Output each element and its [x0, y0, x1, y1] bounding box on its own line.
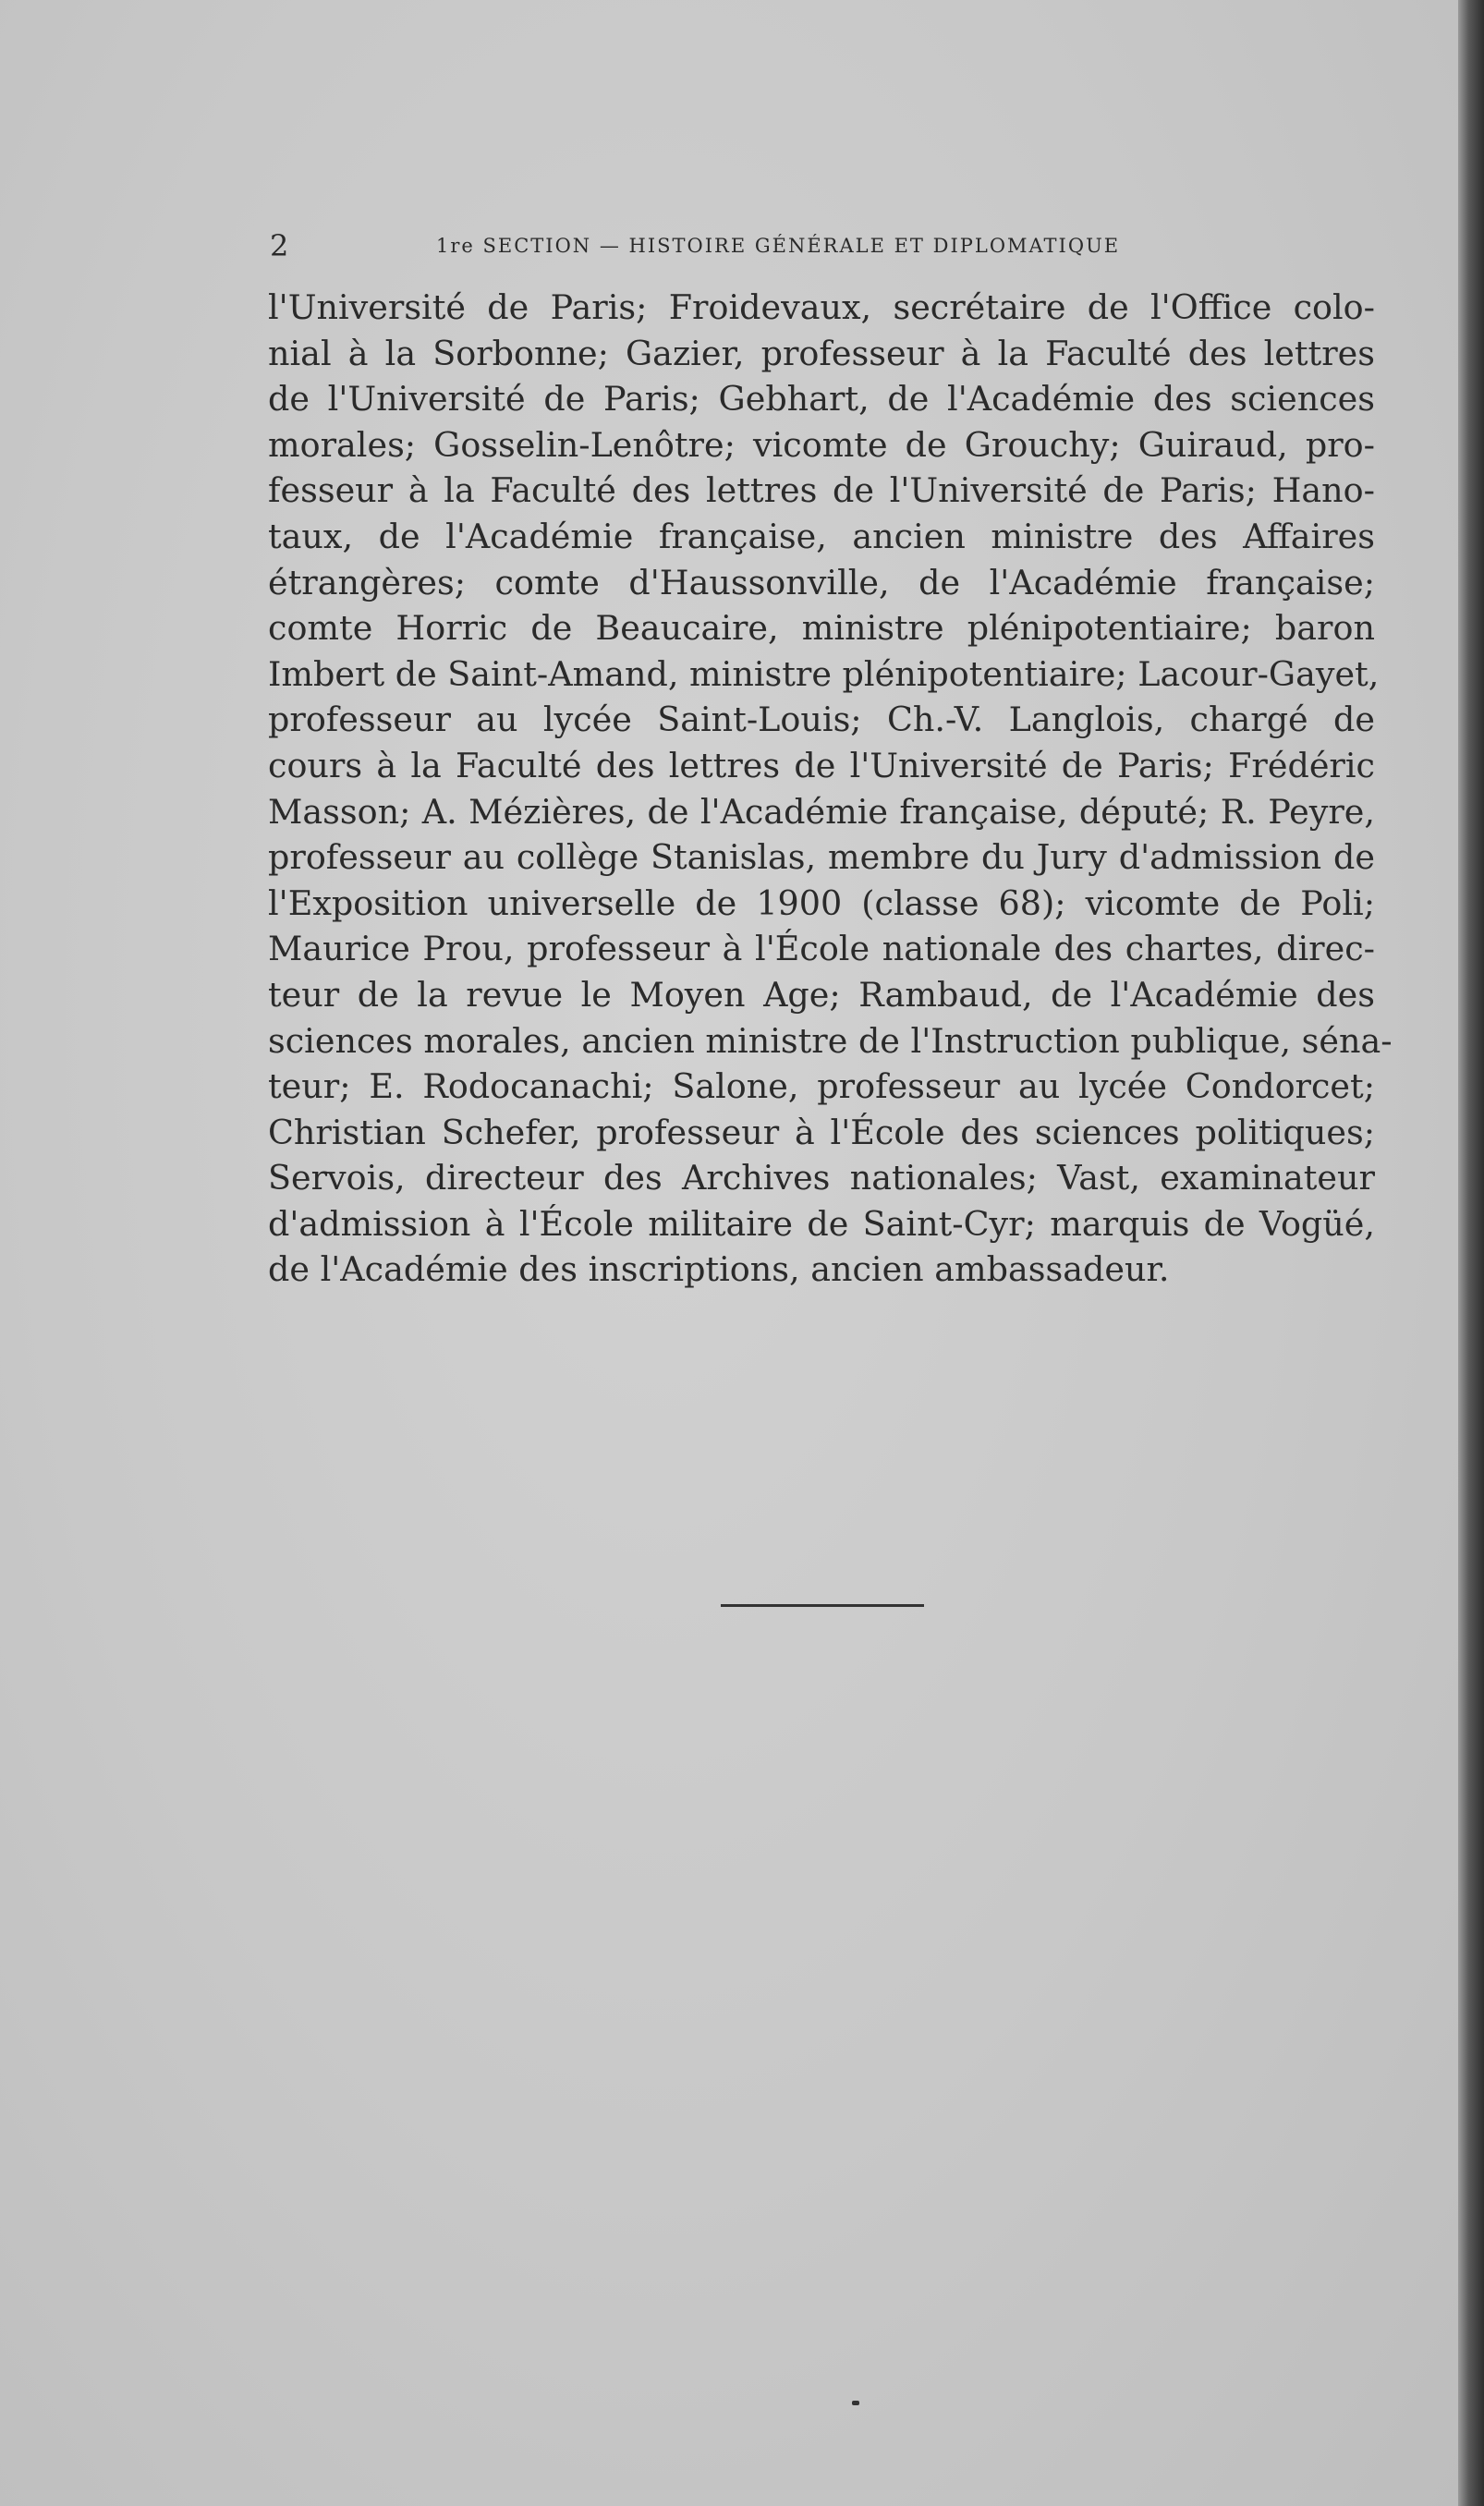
running-head	[270, 227, 1212, 264]
ink-speck	[852, 2401, 859, 2405]
text-line: sciences morales, ancien ministre de l'Instruction publique, séna-	[268, 1020, 1393, 1061]
text-line-last: de l'Académie des inscriptions, ancien ambassadeur.	[268, 1249, 1170, 1290]
text-line: Christian Schefer, professeur à l'École des sciences politiques;	[268, 1112, 1375, 1152]
text-line: teur de la revue le Moyen Age; Rambaud, de l'Académie des	[268, 974, 1375, 1015]
text-line: teur; E. Rodocanachi; Salone, professeur au lycée Condorcet;	[268, 1066, 1375, 1107]
text-line: d'admission à l'École militaire de Saint-Cyr; marquis de Vogüé,	[268, 1203, 1375, 1244]
text-line: étrangères; comte d'Haussonville, de l'Académie française;	[268, 562, 1375, 602]
section-header: 1re SECTION — HISTOIRE GÉNÉRALE ET DIPLOMATIQUE	[436, 235, 1121, 257]
text-line: comte Horric de Beaucaire, ministre plénipotentiaire; baron	[268, 608, 1375, 649]
text-line: fesseur à la Faculté des lettres de l'Université de Paris; Hano-	[268, 470, 1375, 511]
text-line: Servois, directeur des Archives nationales; Vast, examinateur	[268, 1158, 1375, 1198]
text-line: morales; Gosselin-Lenôtre; vicomte de Grouchy; Guiraud, pro-	[268, 424, 1375, 465]
section-divider-rule	[721, 1604, 924, 1607]
body-paragraph	[268, 285, 1393, 1293]
text-line: Masson; A. Mézières, de l'Académie française, député; R. Peyre,	[268, 791, 1375, 832]
text-line: l'Exposition universelle de 1900 (classe 68); vicomte de Poli;	[268, 882, 1375, 923]
text-line: taux, de l'Académie française, ancien ministre des Affaires	[268, 516, 1375, 556]
text-line: professeur au lycée Saint-Louis; Ch.-V. Langlois, chargé de	[268, 699, 1375, 740]
text-line: de l'Université de Paris; Gebhart, de l'Académie des sciences	[268, 379, 1375, 420]
text-line: cours à la Faculté des lettres de l'Université de Paris; Frédéric	[268, 745, 1375, 785]
text-line: nial à la Sorbonne; Gazier, professeur à la Faculté des lettres	[268, 333, 1375, 373]
text-line: l'Université de Paris; Froidevaux, secrétaire de l'Office colo-	[268, 287, 1375, 327]
page-number: 2	[270, 228, 289, 263]
text-line: professeur au collège Stanislas, membre du Jury d'admission de	[268, 837, 1375, 878]
text-line: Maurice Prou, professeur à l'École nationale des chartes, direc-	[268, 929, 1375, 969]
page-edge-shadow	[1458, 0, 1484, 2506]
text-line: Imbert de Saint-Amand, ministre plénipotentiaire; Lacour-Gayet,	[268, 653, 1380, 694]
